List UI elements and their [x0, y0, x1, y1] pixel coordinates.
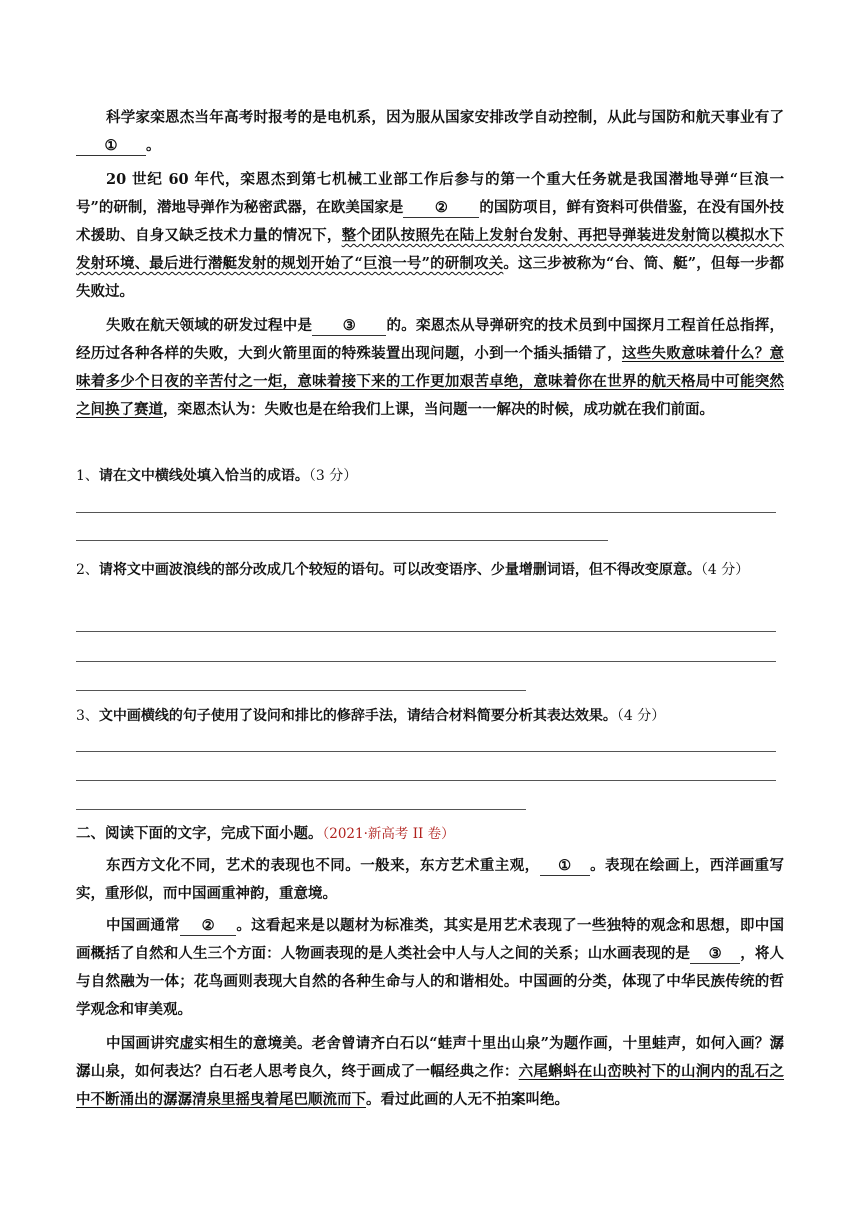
- passage-text: ，栾恩杰认为：失败也是在给我们上课，当问题一一解决的时候，成功就在我们前面。: [163, 401, 714, 418]
- passage-text: 20 世纪 60 年代，栾恩杰到第七机械工业部工作后参与的第一个重大任务就是我国潜地导弹“巨浪一号”的研制，潜地导弹作为秘密武器，在欧美国家是: [76, 171, 784, 216]
- fill-blank-1: ①: [540, 857, 590, 876]
- answer-line[interactable]: [76, 540, 608, 541]
- question-3: [76, 702, 784, 730]
- answer-line[interactable]: [76, 751, 776, 752]
- passage-text: 。表现在绘画上，西洋画重写实，重形似，而中国画重神韵，重意境。: [76, 857, 785, 902]
- answer-line[interactable]: [76, 809, 526, 810]
- passage-text: 东西方文化不同，艺术的表现也不同。一般来，东方艺术重主观，: [106, 857, 540, 874]
- fill-blank-1: ①: [76, 137, 146, 156]
- answer-line[interactable]: [76, 512, 776, 513]
- passage-text: 。看过此画的人无不拍案叫绝。: [366, 1091, 569, 1108]
- question-text: 请将文中画波浪线的部分改成几个较短的语句。可以改变语序、少量增删词语，但不得改变原意。: [98, 562, 701, 578]
- question-number: 1、: [76, 468, 99, 484]
- question-score: （4 分）: [616, 708, 666, 724]
- section2-paragraph3: [76, 1030, 784, 1114]
- section2-paragraph2: [76, 912, 784, 1024]
- answer-line[interactable]: [76, 661, 776, 662]
- passage-text: 。这三步被称为“台、筒、艇”，但每一步都失败过。: [76, 255, 784, 300]
- passage-text: 失败在航天领域的研发过程中是: [106, 317, 313, 334]
- passage-text: 中国画通常: [106, 917, 181, 934]
- answer-line[interactable]: [76, 690, 526, 691]
- answer-line[interactable]: [76, 631, 776, 632]
- passage-text: 的。栾恩杰从导弹研究的技术员到中国探月工程首任总指挥，经历过各种各样的失败，大到火箭里面的特殊装置出现问题，小到一个插头插错了，: [76, 317, 785, 362]
- question-score: （3 分）: [308, 468, 358, 484]
- passage-text: 的国防项目，鲜有资料可供借鉴，在没有国外技术援助、自身又缺乏技术力量的情况下，: [76, 199, 784, 244]
- wavy-underlined-sentence: 整个团队按照先在陆上发射台发射、再把导弹装进发射筒以模拟水下发射环境、最后进行潜艇发射的规划开始了“巨浪一号”的研制攻关: [76, 227, 785, 272]
- underlined-sentence: 六尾蝌蚪在山峦映衬下的山涧内的乱石之中不断涌出的潺潺清泉里摇曳着尾巴顺流而下: [76, 1063, 785, 1108]
- passage-text: 科学家栾恩杰当年高考时报考的是电机系，因为服从国家安排改学自动控制，从此与国防和航天事业有了: [106, 109, 784, 126]
- fill-blank-2: ②: [180, 917, 236, 936]
- passage-text: 中国画讲究虚实相生的意境美。老舍曾请齐白石以“蛙声十里出山泉”为题作画，十里蛙声，如何入画？潺潺山泉，如何表达？白石老人思考良久，终于画成了一幅经典之作：: [76, 1035, 784, 1080]
- section2-paragraph1: [76, 852, 784, 908]
- question-number: 3、: [76, 708, 99, 724]
- fill-blank-3: ③: [312, 317, 386, 336]
- section-heading-text: 二、阅读下面的文字，完成下面小题。: [76, 825, 323, 842]
- underlined-sentence: 这些失败意味着什么？意味着多少个日夜的辛苦付之一炬，意味着接下来的工作更加艰苦卓绝，意味着你在世界的航天格局中可能突然之间换了赛道: [76, 345, 785, 418]
- question-text: 请在文中横线处填入恰当的成语。: [98, 468, 309, 484]
- answer-line[interactable]: [76, 780, 776, 781]
- passage1-paragraph3: [76, 312, 784, 424]
- question-text: 文中画横线的句子使用了设问和排比的修辞手法，请结合材料简要分析其表达效果。: [98, 708, 617, 724]
- fill-blank-3: ③: [690, 945, 740, 964]
- section2-heading: [76, 820, 784, 848]
- source-tag: （2021·新高考 II 卷）: [322, 826, 455, 842]
- question-2: [76, 556, 784, 584]
- passage-text: ，将人与自然融为一体；花鸟画则表现大自然的各种生命与人的和谐相处。中国画的分类，体现了中华民族传统的哲学观念和审美观。: [76, 945, 785, 1018]
- fill-blank-2: ②: [403, 199, 479, 218]
- passage1-paragraph2: [76, 166, 784, 306]
- passage-text: 。这看起来是以题材为标准类，其实是用艺术表现了一些独特的观念和思想，即中国画概括了自然和人生三个方面：人物画表现的是人类社会中人与人之间的关系；山水画表现的是: [76, 917, 785, 962]
- question-number: 2、: [76, 562, 99, 578]
- question-1: [76, 462, 784, 490]
- passage-text: 。: [146, 137, 161, 154]
- question-score: （4 分）: [700, 562, 750, 578]
- passage1-paragraph1: [76, 104, 784, 160]
